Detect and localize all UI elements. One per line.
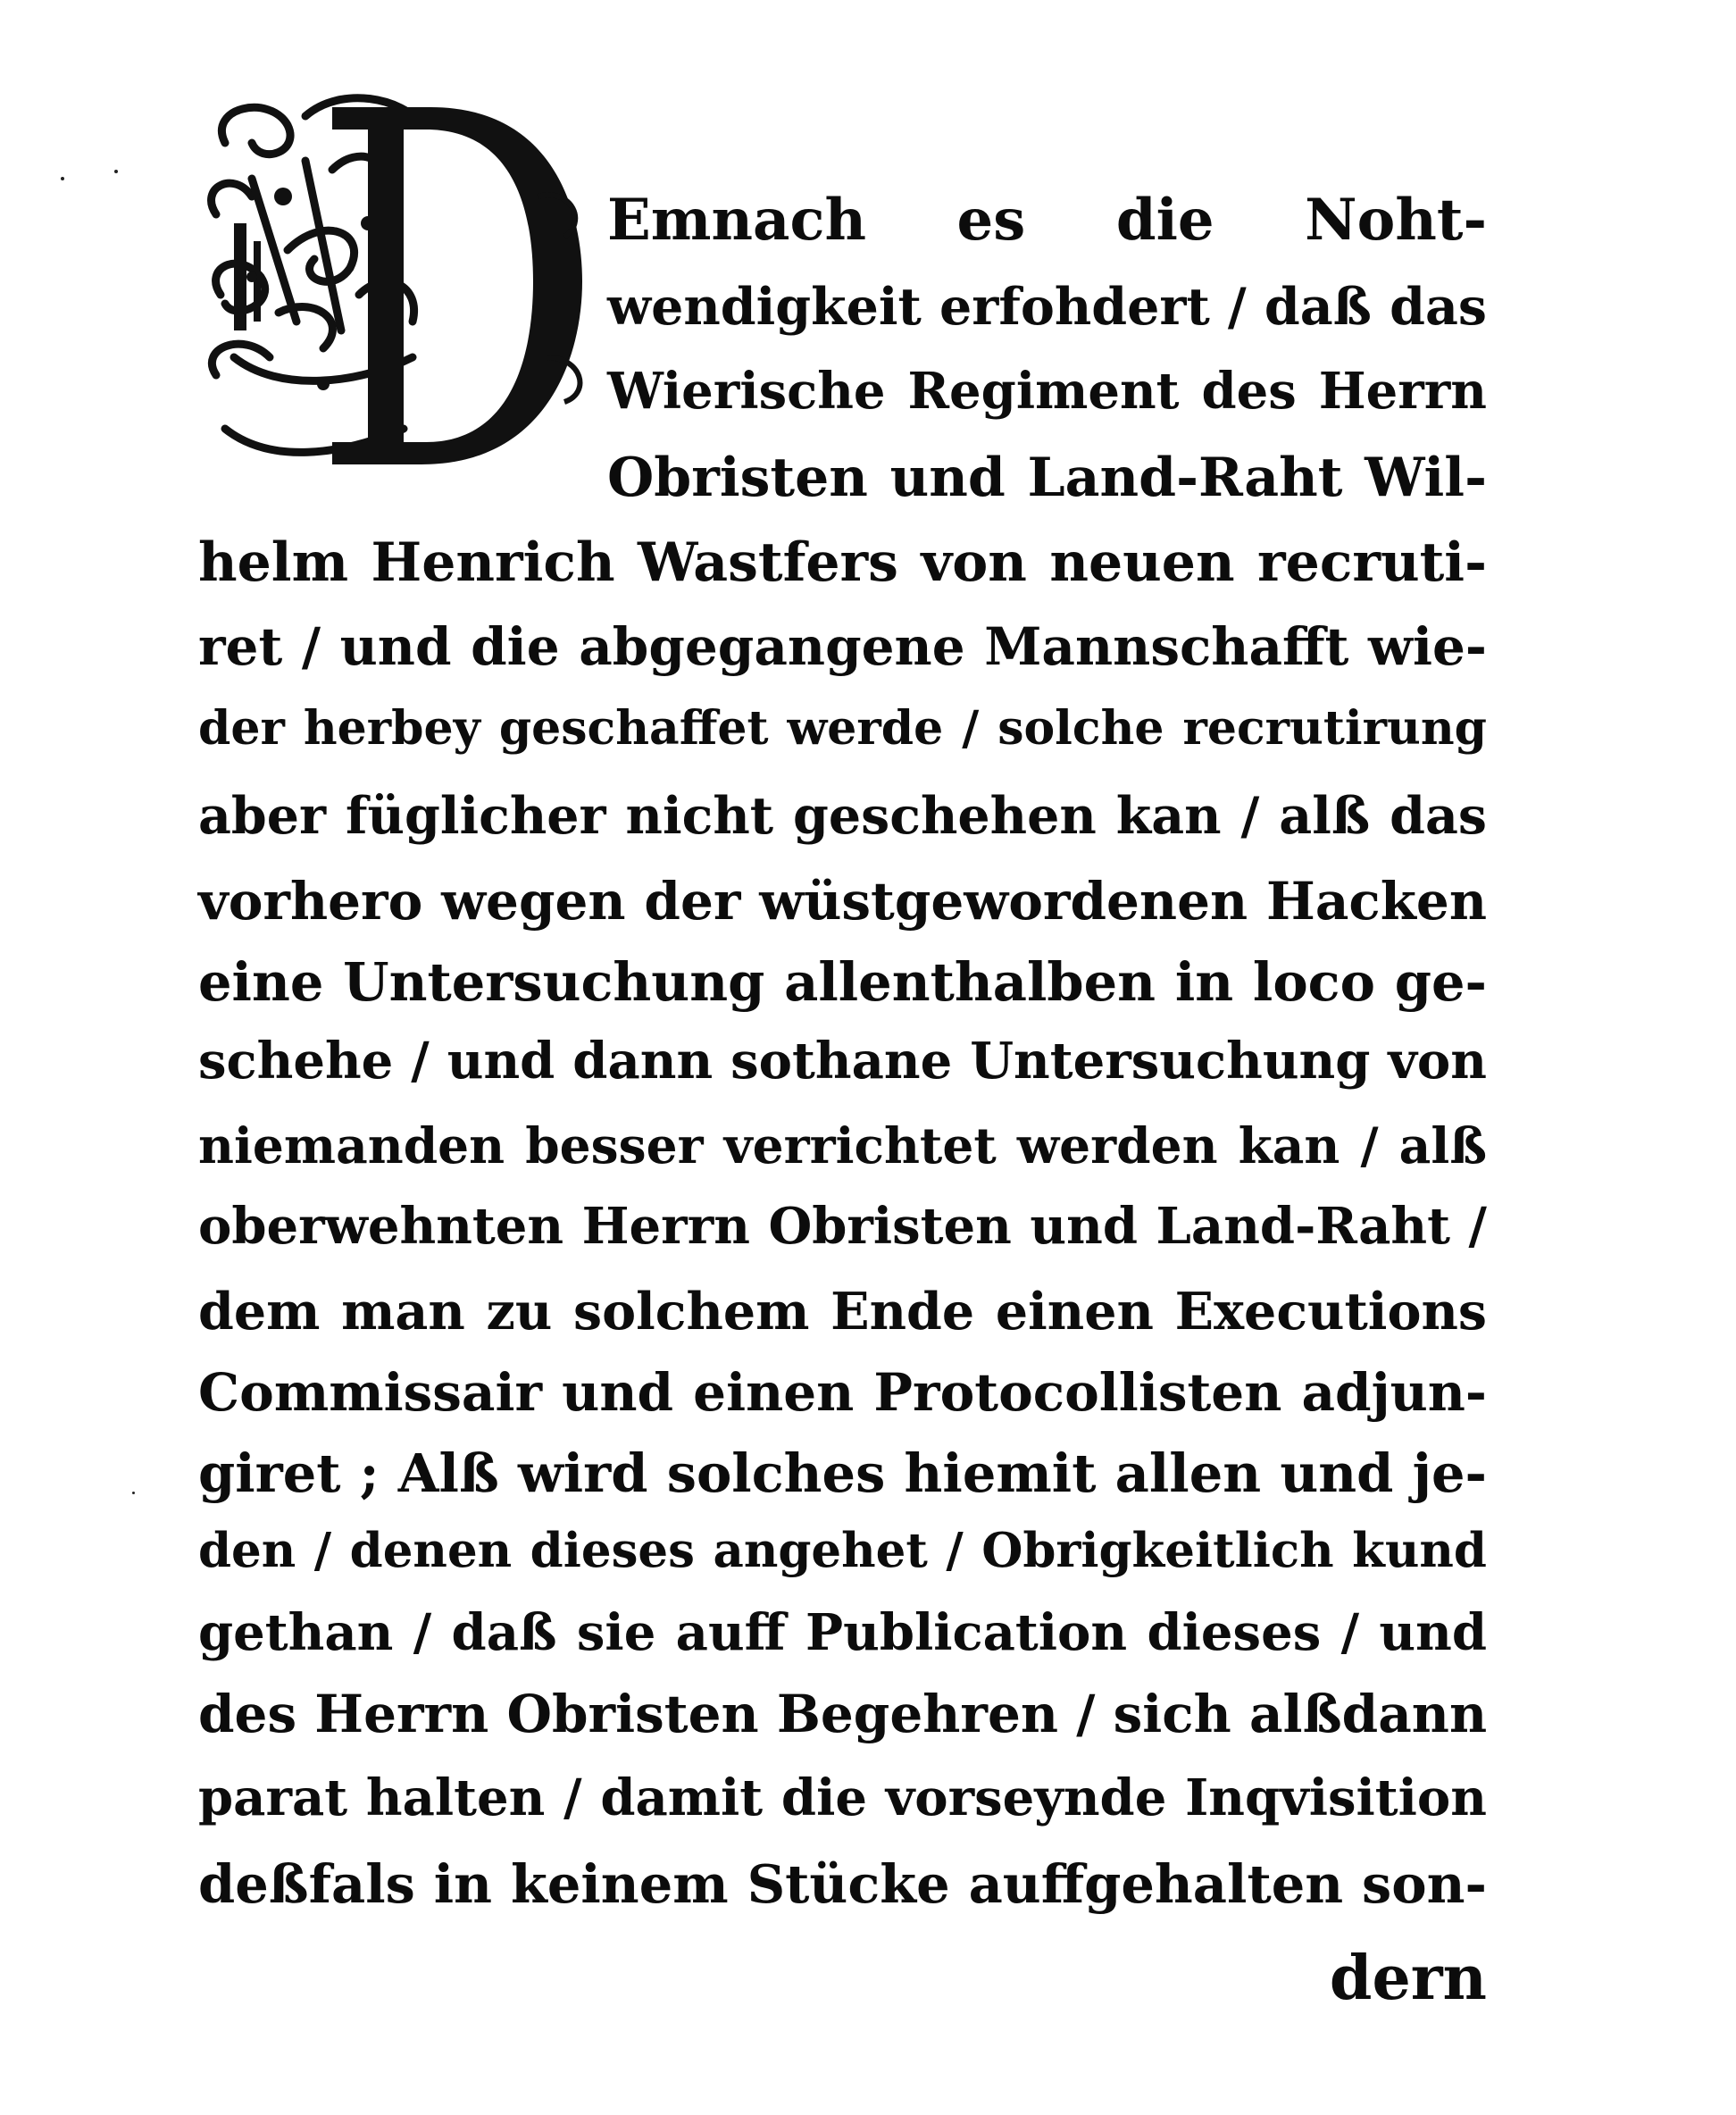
text-line: der herbey geschaffet werde / solche recrutirung [198,701,1487,756]
text-line: des Herrn Obristen Begehren / sich alßdann [198,1684,1488,1744]
text-line: wendigkeit erfohdert / daß das [607,277,1487,337]
text-line: vorhero wegen der wüstgewordenen Hacken [198,871,1487,932]
text-line: Commissair und einen Protocollisten adjun- [198,1362,1487,1423]
margin-speck [132,1492,135,1494]
text-line: aber füglicher nicht geschehen kan / alß das [198,786,1487,846]
text-line: eine Untersuchung allenthalben in loco ge- [198,951,1487,1013]
catchword: dern [1329,1943,1487,2014]
text-line: oberwehnten Herrn Obristen und Land-Raht / [198,1197,1487,1256]
text-line: den / denen dieses angehet / Obrigkeitlich kund [198,1523,1487,1578]
margin-speck [61,177,64,180]
text-line: helm Henrich Wastfers von neuen recruti- [198,531,1487,594]
text-line: ret / und die abgegangene Mannschafft wie- [198,616,1487,677]
text-line: Obristen und Land-Raht Wil- [607,447,1487,509]
text-line: schehe / und dann sothane Untersuchung von [198,1032,1487,1091]
decorated-initial [198,89,591,473]
text-line: deßfals in keinem Stücke auffgehalten son- [198,1853,1487,1915]
text-line: giret ; Alß wird solches hiemit allen und je- [198,1442,1487,1504]
text-line: dem man zu solchem Ende einen Executions [198,1282,1487,1342]
text-line: Wierische Regiment des Herrn [607,362,1487,421]
text-line: Emnach es die Noht- [607,187,1487,254]
text-line: gethan / daß sie auff Publication dieses / und [198,1603,1487,1662]
margin-speck [114,170,118,173]
text-line: niemanden besser verrichtet werden kan / alß [198,1116,1487,1175]
text-line: parat halten / damit die vorseynde Inqvisition [198,1768,1487,1827]
